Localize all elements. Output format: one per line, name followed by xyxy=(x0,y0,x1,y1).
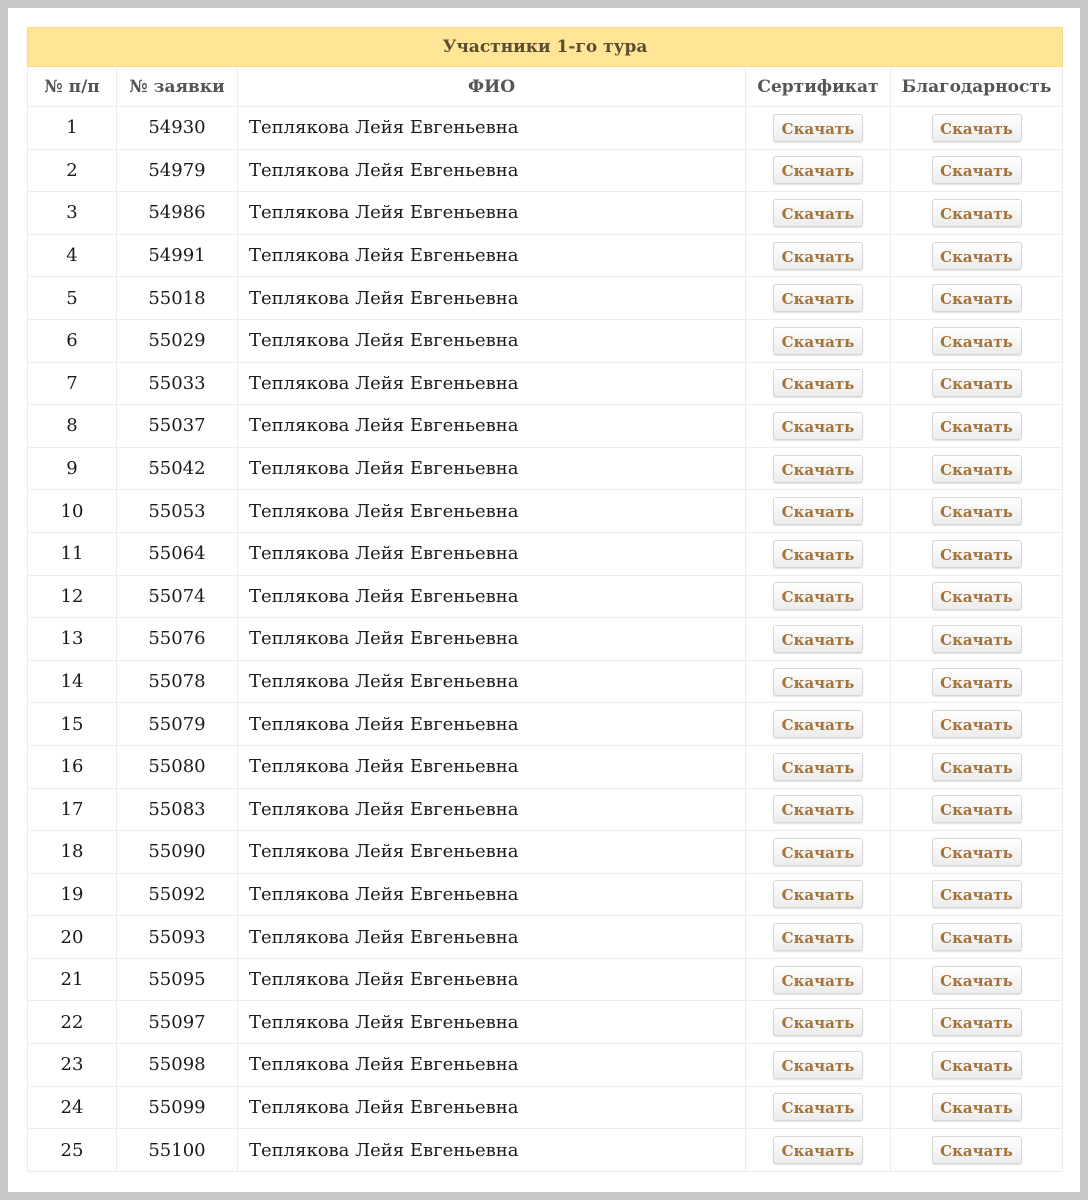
download-certificate-button[interactable]: Скачать xyxy=(773,284,863,312)
download-certificate-button[interactable]: Скачать xyxy=(773,582,863,610)
download-certificate-button[interactable]: Скачать xyxy=(773,795,863,823)
table-row xyxy=(28,703,1063,746)
download-gratitude-button[interactable]: Скачать xyxy=(932,838,1022,866)
download-certificate-button[interactable]: Скачать xyxy=(773,668,863,696)
row-number-cell: 13 xyxy=(28,618,117,661)
application-number-cell: 54991 xyxy=(117,234,238,277)
certificate-cell xyxy=(746,1001,891,1044)
row-number-cell: 3 xyxy=(28,192,117,235)
application-number-cell: 55053 xyxy=(117,490,238,533)
table-header-row xyxy=(28,67,1063,107)
row-number-cell: 21 xyxy=(28,958,117,1001)
certificate-cell xyxy=(746,1086,891,1129)
column-header-certificate: Сертификат xyxy=(746,67,891,107)
download-gratitude-button[interactable]: Скачать xyxy=(932,880,1022,908)
certificate-cell xyxy=(746,1129,891,1172)
participant-name-cell: Теплякова Лейя Евгеньевна xyxy=(238,447,746,490)
download-certificate-button[interactable]: Скачать xyxy=(773,242,863,270)
gratitude-cell xyxy=(891,1086,1063,1129)
participants-table xyxy=(27,27,1063,1172)
table-body xyxy=(28,107,1063,1172)
download-gratitude-button[interactable]: Скачать xyxy=(932,753,1022,781)
gratitude-cell xyxy=(891,575,1063,618)
row-number-cell: 18 xyxy=(28,831,117,874)
download-certificate-button[interactable]: Скачать xyxy=(773,923,863,951)
download-certificate-button[interactable]: Скачать xyxy=(773,199,863,227)
table-row xyxy=(28,745,1063,788)
gratitude-cell xyxy=(891,831,1063,874)
row-number-cell: 10 xyxy=(28,490,117,533)
table-row xyxy=(28,362,1063,405)
participant-name-cell: Теплякова Лейя Евгеньевна xyxy=(238,532,746,575)
download-certificate-button[interactable]: Скачать xyxy=(773,156,863,184)
table-row xyxy=(28,831,1063,874)
certificate-cell xyxy=(746,192,891,235)
certificate-cell xyxy=(746,1044,891,1087)
download-certificate-button[interactable]: Скачать xyxy=(773,114,863,142)
row-number-cell: 5 xyxy=(28,277,117,320)
row-number-cell: 6 xyxy=(28,319,117,362)
participant-name-cell: Теплякова Лейя Евгеньевна xyxy=(238,362,746,405)
certificate-cell xyxy=(746,405,891,448)
table-row xyxy=(28,532,1063,575)
table-row xyxy=(28,234,1063,277)
certificate-cell xyxy=(746,575,891,618)
application-number-cell: 55092 xyxy=(117,873,238,916)
participant-name-cell: Теплякова Лейя Евгеньевна xyxy=(238,873,746,916)
download-gratitude-button[interactable]: Скачать xyxy=(932,668,1022,696)
participant-name-cell: Теплякова Лейя Евгеньевна xyxy=(238,234,746,277)
certificate-cell xyxy=(746,362,891,405)
row-number-cell: 24 xyxy=(28,1086,117,1129)
certificate-cell xyxy=(746,618,891,661)
row-number-cell: 22 xyxy=(28,1001,117,1044)
application-number-cell: 55074 xyxy=(117,575,238,618)
table-row xyxy=(28,1086,1063,1129)
certificate-cell xyxy=(746,234,891,277)
application-number-cell: 55097 xyxy=(117,1001,238,1044)
participant-name-cell: Теплякова Лейя Евгеньевна xyxy=(238,745,746,788)
download-certificate-button[interactable]: Скачать xyxy=(773,455,863,483)
gratitude-cell xyxy=(891,149,1063,192)
row-number-cell: 12 xyxy=(28,575,117,618)
table-row xyxy=(28,660,1063,703)
participant-name-cell: Теплякова Лейя Евгеньевна xyxy=(238,1129,746,1172)
row-number-cell: 8 xyxy=(28,405,117,448)
certificate-cell xyxy=(746,788,891,831)
participant-name-cell: Теплякова Лейя Евгеньевна xyxy=(238,575,746,618)
table-row xyxy=(28,447,1063,490)
download-certificate-button[interactable]: Скачать xyxy=(773,838,863,866)
row-number-cell: 14 xyxy=(28,660,117,703)
gratitude-cell xyxy=(891,958,1063,1001)
gratitude-cell xyxy=(891,192,1063,235)
row-number-cell: 25 xyxy=(28,1129,117,1172)
certificate-cell xyxy=(746,319,891,362)
table-row xyxy=(28,916,1063,959)
application-number-cell: 54979 xyxy=(117,149,238,192)
certificate-cell xyxy=(746,532,891,575)
application-number-cell: 55083 xyxy=(117,788,238,831)
table-row xyxy=(28,788,1063,831)
gratitude-cell xyxy=(891,362,1063,405)
download-certificate-button[interactable]: Скачать xyxy=(773,1136,863,1164)
participant-name-cell: Теплякова Лейя Евгеньевна xyxy=(238,192,746,235)
table-caption-row xyxy=(28,28,1063,67)
gratitude-cell xyxy=(891,319,1063,362)
application-number-cell: 55080 xyxy=(117,745,238,788)
application-number-cell: 55018 xyxy=(117,277,238,320)
download-gratitude-button[interactable]: Скачать xyxy=(932,1051,1022,1079)
row-number-cell: 19 xyxy=(28,873,117,916)
participant-name-cell: Теплякова Лейя Евгеньевна xyxy=(238,1086,746,1129)
table-row xyxy=(28,149,1063,192)
certificate-cell xyxy=(746,703,891,746)
certificate-cell xyxy=(746,660,891,703)
row-number-cell: 20 xyxy=(28,916,117,959)
certificate-cell xyxy=(746,149,891,192)
participant-name-cell: Теплякова Лейя Евгеньевна xyxy=(238,107,746,150)
row-number-cell: 17 xyxy=(28,788,117,831)
gratitude-cell xyxy=(891,1001,1063,1044)
download-gratitude-button[interactable]: Скачать xyxy=(932,625,1022,653)
row-number-cell: 9 xyxy=(28,447,117,490)
application-number-cell: 55078 xyxy=(117,660,238,703)
table-row xyxy=(28,107,1063,150)
download-gratitude-button[interactable]: Скачать xyxy=(932,455,1022,483)
application-number-cell: 55033 xyxy=(117,362,238,405)
gratitude-cell xyxy=(891,618,1063,661)
download-gratitude-button[interactable]: Скачать xyxy=(932,582,1022,610)
download-certificate-button[interactable]: Скачать xyxy=(773,1008,863,1036)
certificate-cell xyxy=(746,107,891,150)
download-certificate-button[interactable]: Скачать xyxy=(773,753,863,781)
download-gratitude-button[interactable]: Скачать xyxy=(932,156,1022,184)
certificate-cell xyxy=(746,277,891,320)
download-certificate-button[interactable]: Скачать xyxy=(773,710,863,738)
participant-name-cell: Теплякова Лейя Евгеньевна xyxy=(238,958,746,1001)
download-gratitude-button[interactable]: Скачать xyxy=(932,1093,1022,1121)
participant-name-cell: Теплякова Лейя Евгеньевна xyxy=(238,319,746,362)
certificate-cell xyxy=(746,916,891,959)
gratitude-cell xyxy=(891,234,1063,277)
row-number-cell: 2 xyxy=(28,149,117,192)
download-gratitude-button[interactable]: Скачать xyxy=(932,327,1022,355)
table-row xyxy=(28,575,1063,618)
table-row xyxy=(28,1044,1063,1087)
content-panel xyxy=(8,8,1080,1192)
table-row xyxy=(28,490,1063,533)
table-caption: Участники 1-го тура xyxy=(28,28,1063,67)
download-gratitude-button[interactable]: Скачать xyxy=(932,412,1022,440)
download-certificate-button[interactable]: Скачать xyxy=(773,369,863,397)
application-number-cell: 55090 xyxy=(117,831,238,874)
download-certificate-button[interactable]: Скачать xyxy=(773,497,863,525)
gratitude-cell xyxy=(891,1129,1063,1172)
gratitude-cell xyxy=(891,107,1063,150)
table-row xyxy=(28,319,1063,362)
gratitude-cell xyxy=(891,916,1063,959)
certificate-cell xyxy=(746,745,891,788)
participant-name-cell: Теплякова Лейя Евгеньевна xyxy=(238,703,746,746)
participant-name-cell: Теплякова Лейя Евгеньевна xyxy=(238,618,746,661)
gratitude-cell xyxy=(891,532,1063,575)
certificate-cell xyxy=(746,490,891,533)
gratitude-cell xyxy=(891,703,1063,746)
application-number-cell: 54930 xyxy=(117,107,238,150)
application-number-cell: 55042 xyxy=(117,447,238,490)
certificate-cell xyxy=(746,831,891,874)
row-number-cell: 7 xyxy=(28,362,117,405)
gratitude-cell xyxy=(891,745,1063,788)
download-gratitude-button[interactable]: Скачать xyxy=(932,710,1022,738)
application-number-cell: 55093 xyxy=(117,916,238,959)
download-gratitude-button[interactable]: Скачать xyxy=(932,795,1022,823)
row-number-cell: 23 xyxy=(28,1044,117,1087)
row-number-cell: 16 xyxy=(28,745,117,788)
table-row xyxy=(28,1001,1063,1044)
download-gratitude-button[interactable]: Скачать xyxy=(932,497,1022,525)
gratitude-cell xyxy=(891,873,1063,916)
table-row xyxy=(28,1129,1063,1172)
row-number-cell: 1 xyxy=(28,107,117,150)
application-number-cell: 55037 xyxy=(117,405,238,448)
row-number-cell: 11 xyxy=(28,532,117,575)
download-certificate-button[interactable]: Скачать xyxy=(773,412,863,440)
download-certificate-button[interactable]: Скачать xyxy=(773,540,863,568)
participant-name-cell: Теплякова Лейя Евгеньевна xyxy=(238,660,746,703)
table-row xyxy=(28,618,1063,661)
certificate-cell xyxy=(746,447,891,490)
participant-name-cell: Теплякова Лейя Евгеньевна xyxy=(238,277,746,320)
column-header-gratitude: Благодарность xyxy=(891,67,1063,107)
table-row xyxy=(28,277,1063,320)
participant-name-cell: Теплякова Лейя Евгеньевна xyxy=(238,831,746,874)
gratitude-cell xyxy=(891,788,1063,831)
participant-name-cell: Теплякова Лейя Евгеньевна xyxy=(238,1044,746,1087)
gratitude-cell xyxy=(891,277,1063,320)
download-gratitude-button[interactable]: Скачать xyxy=(932,114,1022,142)
column-header-number: № п/п xyxy=(28,67,117,107)
participant-name-cell: Теплякова Лейя Евгеньевна xyxy=(238,490,746,533)
download-gratitude-button[interactable]: Скачать xyxy=(932,199,1022,227)
table-row xyxy=(28,958,1063,1001)
table-row xyxy=(28,873,1063,916)
download-gratitude-button[interactable]: Скачать xyxy=(932,966,1022,994)
download-gratitude-button[interactable]: Скачать xyxy=(932,923,1022,951)
participant-name-cell: Теплякова Лейя Евгеньевна xyxy=(238,149,746,192)
participant-name-cell: Теплякова Лейя Евгеньевна xyxy=(238,405,746,448)
application-number-cell: 55064 xyxy=(117,532,238,575)
participant-name-cell: Теплякова Лейя Евгеньевна xyxy=(238,916,746,959)
download-gratitude-button[interactable]: Скачать xyxy=(932,1136,1022,1164)
download-certificate-button[interactable]: Скачать xyxy=(773,1093,863,1121)
application-number-cell: 55099 xyxy=(117,1086,238,1129)
table-row xyxy=(28,405,1063,448)
download-gratitude-button[interactable]: Скачать xyxy=(932,1008,1022,1036)
application-number-cell: 55076 xyxy=(117,618,238,661)
table-row xyxy=(28,192,1063,235)
column-header-application: № заявки xyxy=(117,67,238,107)
download-certificate-button[interactable]: Скачать xyxy=(773,880,863,908)
download-gratitude-button[interactable]: Скачать xyxy=(932,540,1022,568)
participant-name-cell: Теплякова Лейя Евгеньевна xyxy=(238,788,746,831)
download-gratitude-button[interactable]: Скачать xyxy=(932,242,1022,270)
row-number-cell: 15 xyxy=(28,703,117,746)
application-number-cell: 55095 xyxy=(117,958,238,1001)
gratitude-cell xyxy=(891,405,1063,448)
gratitude-cell xyxy=(891,490,1063,533)
application-number-cell: 55029 xyxy=(117,319,238,362)
download-certificate-button[interactable]: Скачать xyxy=(773,327,863,355)
download-certificate-button[interactable]: Скачать xyxy=(773,966,863,994)
participant-name-cell: Теплякова Лейя Евгеньевна xyxy=(238,1001,746,1044)
gratitude-cell xyxy=(891,447,1063,490)
download-certificate-button[interactable]: Скачать xyxy=(773,625,863,653)
application-number-cell: 54986 xyxy=(117,192,238,235)
download-gratitude-button[interactable]: Скачать xyxy=(932,369,1022,397)
application-number-cell: 55098 xyxy=(117,1044,238,1087)
gratitude-cell xyxy=(891,1044,1063,1087)
column-header-name: ФИО xyxy=(238,67,746,107)
row-number-cell: 4 xyxy=(28,234,117,277)
download-gratitude-button[interactable]: Скачать xyxy=(932,284,1022,312)
application-number-cell: 55100 xyxy=(117,1129,238,1172)
certificate-cell xyxy=(746,873,891,916)
download-certificate-button[interactable]: Скачать xyxy=(773,1051,863,1079)
certificate-cell xyxy=(746,958,891,1001)
gratitude-cell xyxy=(891,660,1063,703)
application-number-cell: 55079 xyxy=(117,703,238,746)
